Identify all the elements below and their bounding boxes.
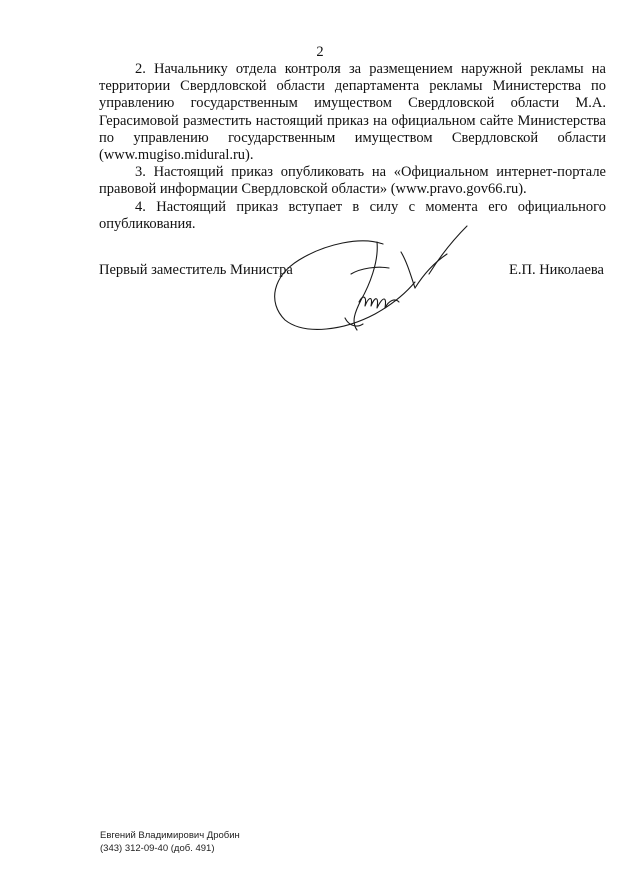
- paragraph-item-2: 2. Начальнику отдела контроля за размещением наружной рекламы на территории Свердловской области департамента рекламы Министерства по управлению государственным имуществом Свердловской области М.А. Герасимовой разместить настоящий приказ на официальном сайте Министерства по управлению государственным имуществом Свердловской области (www.mugiso.midural.ru).: [99, 61, 606, 164]
- page-number: 2: [316, 44, 324, 60]
- paragraph-item-3: 3. Настоящий приказ опубликовать на «Официальном интернет-портале правовой информации Свердловской области» (www.pravo.gov66.ru).: [99, 164, 606, 198]
- executor-phone: (343) 312-09-40 (доб. 491): [100, 843, 215, 854]
- signature-block: [99, 262, 606, 282]
- paragraph-item-4: 4. Настоящий приказ вступает в силу с момента его официального опубликования.: [99, 198, 606, 232]
- signer-position: Первый заместитель Министра: [99, 262, 293, 278]
- handwritten-signature: [265, 222, 485, 344]
- document-body: [99, 61, 606, 233]
- contact-block: [100, 829, 240, 855]
- executor-name: Евгений Владимирович Дробин: [100, 830, 240, 841]
- signer-name: Е.П. Николаева: [508, 262, 604, 278]
